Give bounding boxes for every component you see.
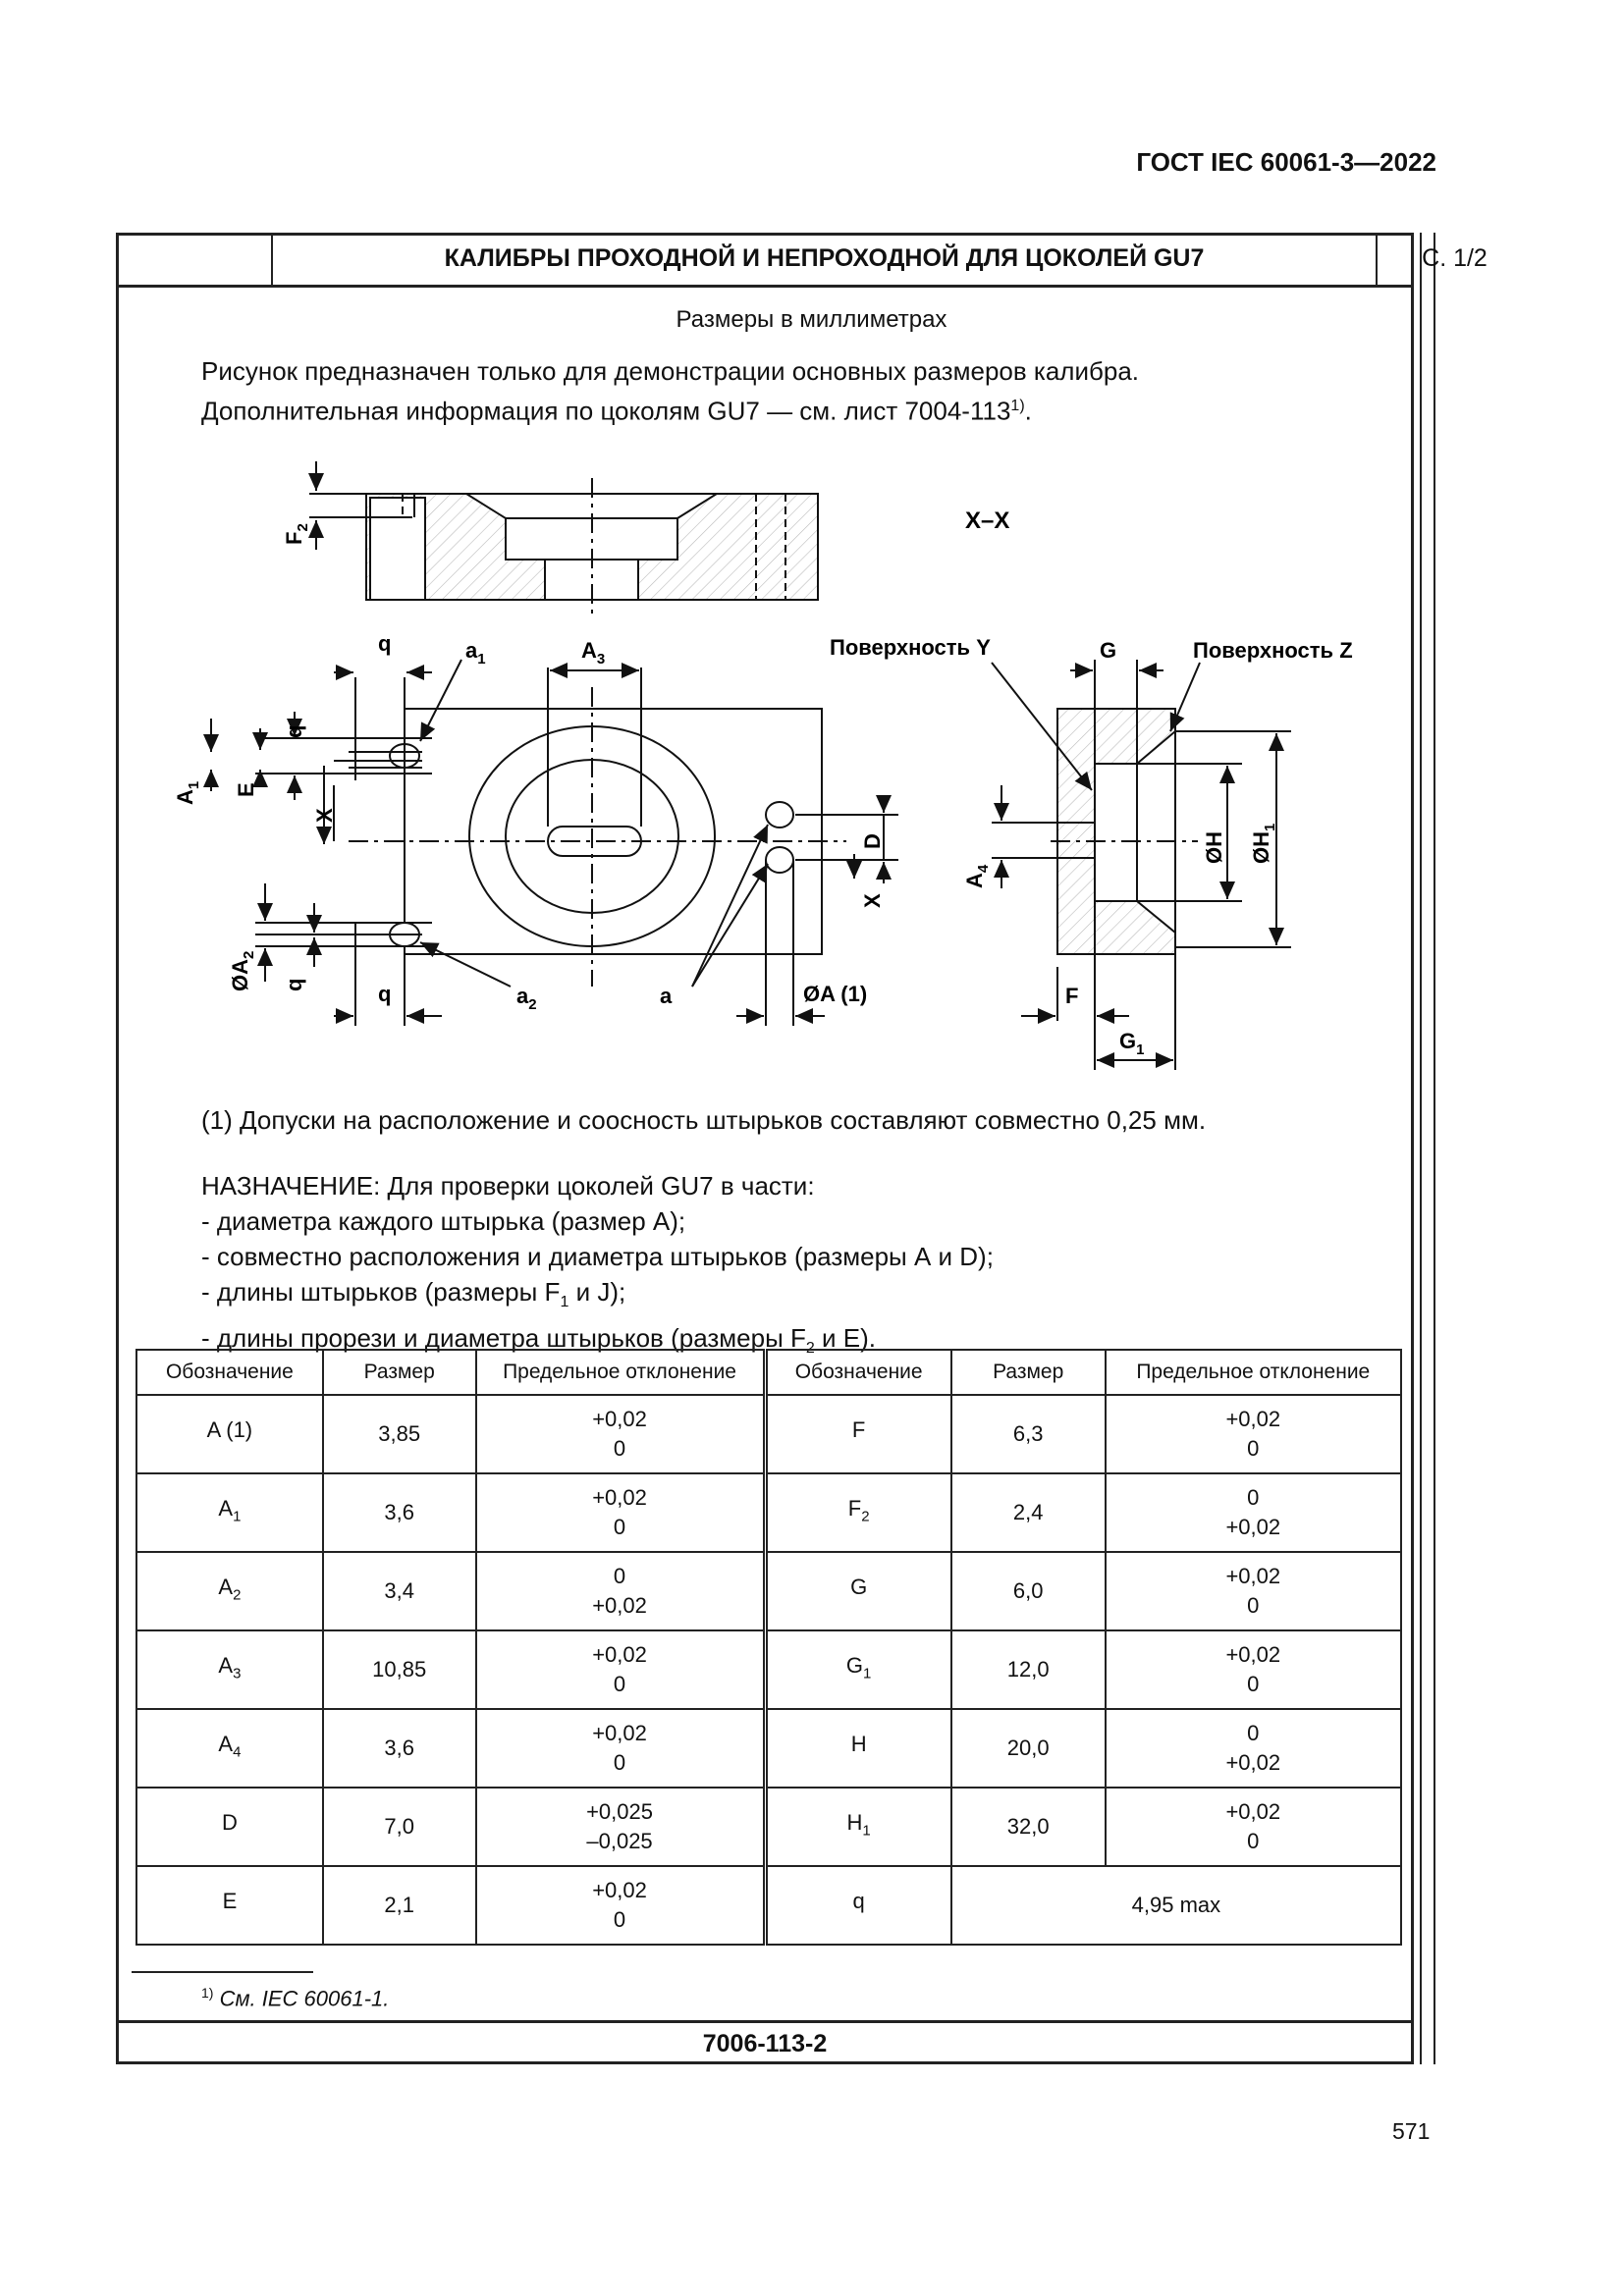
purpose-item-4-sub: 2 [805,1340,815,1358]
label-surface-y: Поверхность Y [830,635,991,660]
label-H1: $ØH_1$ [1249,823,1278,864]
purpose-item-3-text: - длины штырьков (размеры F [201,1277,561,1307]
size-cell: 3,6 [323,1709,476,1788]
designation-cell [136,1552,323,1630]
designation-subscript: 2 [861,1508,870,1525]
purpose-item-3-sub: 1 [560,1294,569,1311]
lower-deviation: –0,025 [586,1829,653,1853]
lower-deviation: 0 [613,1907,626,1932]
lower-deviation: 0 [613,1436,626,1461]
designation-symbol: G [850,1574,868,1599]
units-note: Размеры в миллиметрах [676,306,947,333]
deviation-cell [1106,1630,1401,1709]
designation-subscript: 4 [233,1743,242,1761]
table-row [136,1866,1401,1945]
sheet-title: КАЛИБРЫ ПРОХОДНОЙ И НЕПРОХОДНОЙ ДЛЯ ЦОКОЛЕЙ GU7 [444,244,1205,272]
section-view-top [309,461,818,614]
designation-symbol: H [850,1731,867,1756]
label-X-left: X [312,808,337,823]
designation-cell [765,1395,951,1473]
label-A3: $A_3$ [581,638,606,667]
designation-symbol: D [221,1809,238,1835]
label-section-xx: X–X [965,507,1010,534]
lower-deviation: 0 [1247,1672,1260,1696]
size-cell: 10,85 [323,1630,476,1709]
label-A1: $A_1$ [173,780,202,805]
designation-symbol: A (1) [206,1416,253,1442]
upper-deviation: +0,025 [586,1799,653,1824]
label-F2: $F_2$ [282,523,311,545]
footnote-text: См. IEC 60061-1. [219,1986,390,2011]
header-size-left: Размер [323,1350,476,1395]
deviation-cell [476,1395,765,1473]
designation-subscript: 3 [233,1665,242,1682]
designation-symbol: A [218,1574,234,1599]
lower-deviation: 0 [613,1672,626,1696]
designation-subscript: 1 [233,1508,242,1525]
label-a1: $a_1$ [465,638,486,667]
designation-subscript: 1 [862,1822,871,1840]
intro-line-1: Рисунок предназначен только для демонстрации основных размеров калибра. [201,356,1140,386]
label-a: a [660,984,673,1008]
label-D: D [860,833,885,849]
label-H: ØH [1202,831,1226,864]
intro-line-2-text: Дополнительная информация по цоколям GU7 — см. лист 7004-113 [201,396,1011,426]
lower-deviation: +0,02 [1225,1750,1281,1775]
designation-cell [765,1630,951,1709]
designation-subscript: 2 [233,1586,242,1604]
designation-cell [136,1866,323,1945]
lower-deviation: +0,02 [592,1593,647,1618]
header-deviation-right: Предельное отклонение [1106,1350,1401,1395]
designation-cell [765,1552,951,1630]
deviation-cell [476,1709,765,1788]
footnote-ref: 1) [1010,398,1025,414]
label-X-right: X [860,893,885,908]
size-cell: 12,0 [951,1630,1106,1709]
designation-cell [765,1866,951,1945]
gauge-drawing [0,0,1623,1090]
sheet-code: 7006-113-2 [116,2020,1414,2064]
page-number: 571 [1392,2118,1431,2144]
designation-symbol: F [847,1495,862,1521]
designation-symbol: A [218,1652,234,1678]
designation-cell [136,1630,323,1709]
table-row [136,1395,1401,1473]
designation-cell [765,1709,951,1788]
size-cell: 3,6 [323,1473,476,1552]
label-A4: $A_4$ [962,864,992,888]
side-section-view [992,660,1291,1070]
label-q-top: q [378,631,392,656]
designation-cell [765,1473,951,1552]
table-row [136,1552,1401,1630]
size-cell: 20,0 [951,1709,1106,1788]
upper-deviation: 0 [613,1564,626,1588]
table-row [136,1709,1401,1788]
upper-deviation: +0,02 [1225,1642,1281,1667]
designation-cell [136,1709,323,1788]
label-A-1: ØA (1) [803,982,868,1006]
designation-cell [136,1395,323,1473]
size-cell: 6,0 [951,1552,1106,1630]
tolerance-note: (1) Допуски на расположение и соосность штырьков составляют совместно 0,25 мм. [201,1105,1207,1135]
purpose-heading: НАЗНАЧЕНИЕ: Для проверки цоколей GU7 в части: [201,1171,815,1201]
standard-number: ГОСТ IEC 60061-3—2022 [1136,147,1436,177]
plan-view [211,660,898,1026]
purpose-item-2: - совместно расположения и диаметра штырьков (размеры А и D); [201,1242,994,1271]
size-cell: 6,3 [951,1395,1106,1473]
sheet-page: С. 1/2 [1376,233,1532,285]
dimensions-table [135,1349,1402,1946]
purpose-block [201,1168,994,1366]
designation-symbol: A [218,1495,234,1521]
label-surface-z: Поверхность Z [1193,638,1353,663]
designation-cell [136,1788,323,1866]
label-q-bottom: q [378,982,392,1006]
purpose-item-4-text: - длины прорези и диаметра штырьков (размеры F [201,1323,806,1354]
footnote-divider [132,1971,313,1973]
lower-deviation: 0 [1247,1436,1260,1461]
upper-deviation: +0,02 [592,1642,647,1667]
designation-symbol: G [845,1652,864,1678]
purpose-item-1: - диаметра каждого штырька (размер А); [201,1206,686,1236]
upper-deviation: +0,02 [592,1485,647,1510]
lower-deviation: 0 [613,1515,626,1539]
upper-deviation: 0 [1247,1485,1260,1510]
deviation-cell [476,1552,765,1630]
upper-deviation: +0,02 [592,1878,647,1902]
header-size-right: Размер [951,1350,1106,1395]
label-F: F [1065,984,1079,1008]
deviation-cell [476,1788,765,1866]
deviation-cell [1106,1788,1401,1866]
upper-deviation: +0,02 [592,1721,647,1745]
designation-symbol: F [851,1416,866,1442]
upper-deviation: 0 [1247,1721,1260,1745]
lower-deviation: +0,02 [1225,1515,1281,1539]
header-designation-left: Обозначение [136,1350,323,1395]
table-row [136,1788,1401,1866]
purpose-item-4-end: и Е). [814,1323,876,1354]
size-cell: 7,0 [323,1788,476,1866]
intro-line-2-end: . [1024,396,1032,426]
upper-deviation: +0,02 [592,1407,647,1431]
table-row [136,1630,1401,1709]
label-q-left-bottom: q [282,978,306,991]
purpose-item-3 [201,1274,994,1320]
size-cell: 3,4 [323,1552,476,1630]
label-E: E [234,782,258,797]
table-row [136,1473,1401,1552]
merged-size-cell: 4,95 max [951,1866,1401,1945]
lower-deviation: 0 [613,1750,626,1775]
header-designation-right: Обозначение [765,1350,951,1395]
designation-symbol: q [852,1888,865,1913]
footnote-mark: 1) [201,1985,214,2001]
designation-symbol: H [846,1809,863,1835]
designation-symbol: E [222,1888,238,1913]
footnote [201,1985,389,2011]
label-G: G [1100,638,1117,663]
deviation-cell [1106,1552,1401,1630]
lower-deviation: 0 [1247,1829,1260,1853]
deviation-cell [476,1630,765,1709]
designation-cell [765,1788,951,1866]
header-deviation-left: Предельное отклонение [476,1350,765,1395]
size-cell: 3,85 [323,1395,476,1473]
upper-deviation: +0,02 [1225,1407,1281,1431]
size-cell: 2,4 [951,1473,1106,1552]
size-cell: 2,1 [323,1866,476,1945]
designation-subscript: 1 [863,1665,872,1682]
size-cell: 32,0 [951,1788,1106,1866]
table-header-row [136,1350,1401,1395]
deviation-cell [1106,1473,1401,1552]
label-A2: $ØA_2$ [228,950,257,991]
deviation-cell [1106,1395,1401,1473]
label-q-left: q [282,724,306,738]
upper-deviation: +0,02 [1225,1799,1281,1824]
deviation-cell [1106,1709,1401,1788]
deviation-cell [476,1473,765,1552]
label-G1: $G_1$ [1119,1029,1145,1058]
upper-deviation: +0,02 [1225,1564,1281,1588]
purpose-item-3-end: и J); [568,1277,626,1307]
deviation-cell [476,1866,765,1945]
designation-symbol: A [218,1731,234,1756]
designation-cell [136,1473,323,1552]
lower-deviation: 0 [1247,1593,1260,1618]
label-a2: $a_2$ [516,984,537,1013]
